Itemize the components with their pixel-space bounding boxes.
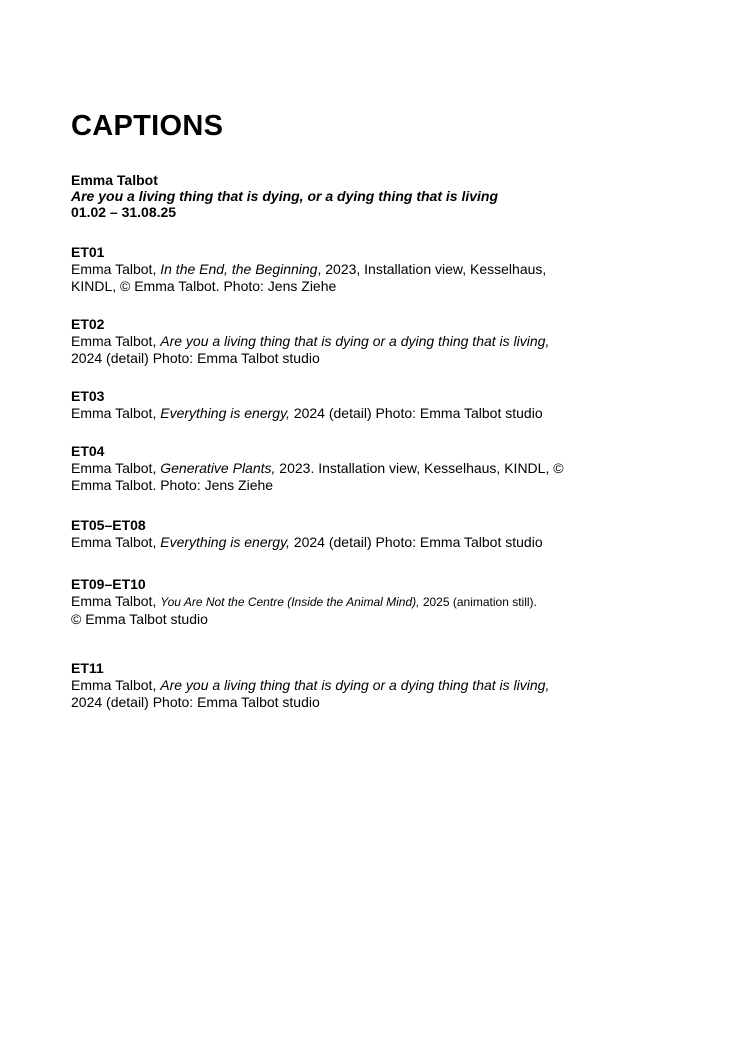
exhibition-dates: 01.02 – 31.08.25 <box>71 204 177 220</box>
caption-artist: Emma Talbot, <box>71 261 161 277</box>
caption-et05-et08 <box>71 517 681 551</box>
caption-text <box>71 333 681 367</box>
caption-et01 <box>71 244 681 295</box>
caption-text <box>71 460 681 494</box>
caption-artist: Emma Talbot, <box>71 333 161 349</box>
caption-details-line2: Emma Talbot. Photo: Jens Ziehe <box>71 477 274 493</box>
caption-details-line2: KINDL, © Emma Talbot. Photo: Jens Ziehe <box>71 278 337 294</box>
caption-artist: Emma Talbot, <box>71 534 161 550</box>
caption-details-line2: 2024 (detail) Photo: Emma Talbot studio <box>71 350 320 366</box>
caption-work-title: Everything is energy, <box>160 405 290 421</box>
caption-work-title: Are you a living thing that is dying or a dying thing that is living, <box>160 677 550 693</box>
caption-et09-et10 <box>71 576 681 629</box>
caption-work-title: Are you a living thing that is dying or a dying thing that is living, <box>160 333 550 349</box>
caption-et02 <box>71 316 681 367</box>
caption-code: ET02 <box>71 316 105 332</box>
caption-details: , 2023, Installation view, Kesselhaus, <box>317 261 547 277</box>
caption-work-title: Everything is energy, <box>160 534 290 550</box>
caption-code: ET01 <box>71 244 105 260</box>
caption-work-title: In the End, the Beginning <box>160 261 318 277</box>
caption-text <box>71 261 681 295</box>
caption-artist: Emma Talbot, <box>71 593 161 609</box>
caption-code: ET04 <box>71 443 105 459</box>
caption-text <box>71 593 681 629</box>
caption-details: 2024 (detail) Photo: Emma Talbot studio <box>289 534 543 550</box>
exhibition-artist: Emma Talbot <box>71 172 158 188</box>
caption-details-line2: 2024 (detail) Photo: Emma Talbot studio <box>71 694 320 710</box>
caption-text <box>71 405 681 422</box>
caption-code: ET09–ET10 <box>71 576 146 592</box>
caption-work-title: You Are Not the Centre (Inside the Animal Mind), <box>160 595 420 609</box>
caption-et04 <box>71 443 681 494</box>
exhibition-header <box>71 172 681 220</box>
caption-code: ET05–ET08 <box>71 517 146 533</box>
caption-text <box>71 677 681 711</box>
caption-artist: Emma Talbot, <box>71 460 161 476</box>
caption-et03 <box>71 388 681 422</box>
caption-text <box>71 534 681 551</box>
caption-artist: Emma Talbot, <box>71 405 161 421</box>
caption-details: 2023. Installation view, Kesselhaus, KINDL, © <box>275 460 564 476</box>
caption-work-title: Generative Plants, <box>160 460 276 476</box>
caption-code: ET03 <box>71 388 105 404</box>
caption-details-line2: © Emma Talbot studio <box>71 611 208 627</box>
caption-details: 2024 (detail) Photo: Emma Talbot studio <box>289 405 543 421</box>
caption-details: 2025 (animation still). <box>419 595 537 609</box>
caption-artist: Emma Talbot, <box>71 677 161 693</box>
caption-et11 <box>71 660 681 711</box>
exhibition-title: Are you a living thing that is dying, or a dying thing that is living <box>71 188 499 204</box>
caption-code: ET11 <box>71 660 104 676</box>
page-title: CAPTIONS <box>71 110 224 142</box>
